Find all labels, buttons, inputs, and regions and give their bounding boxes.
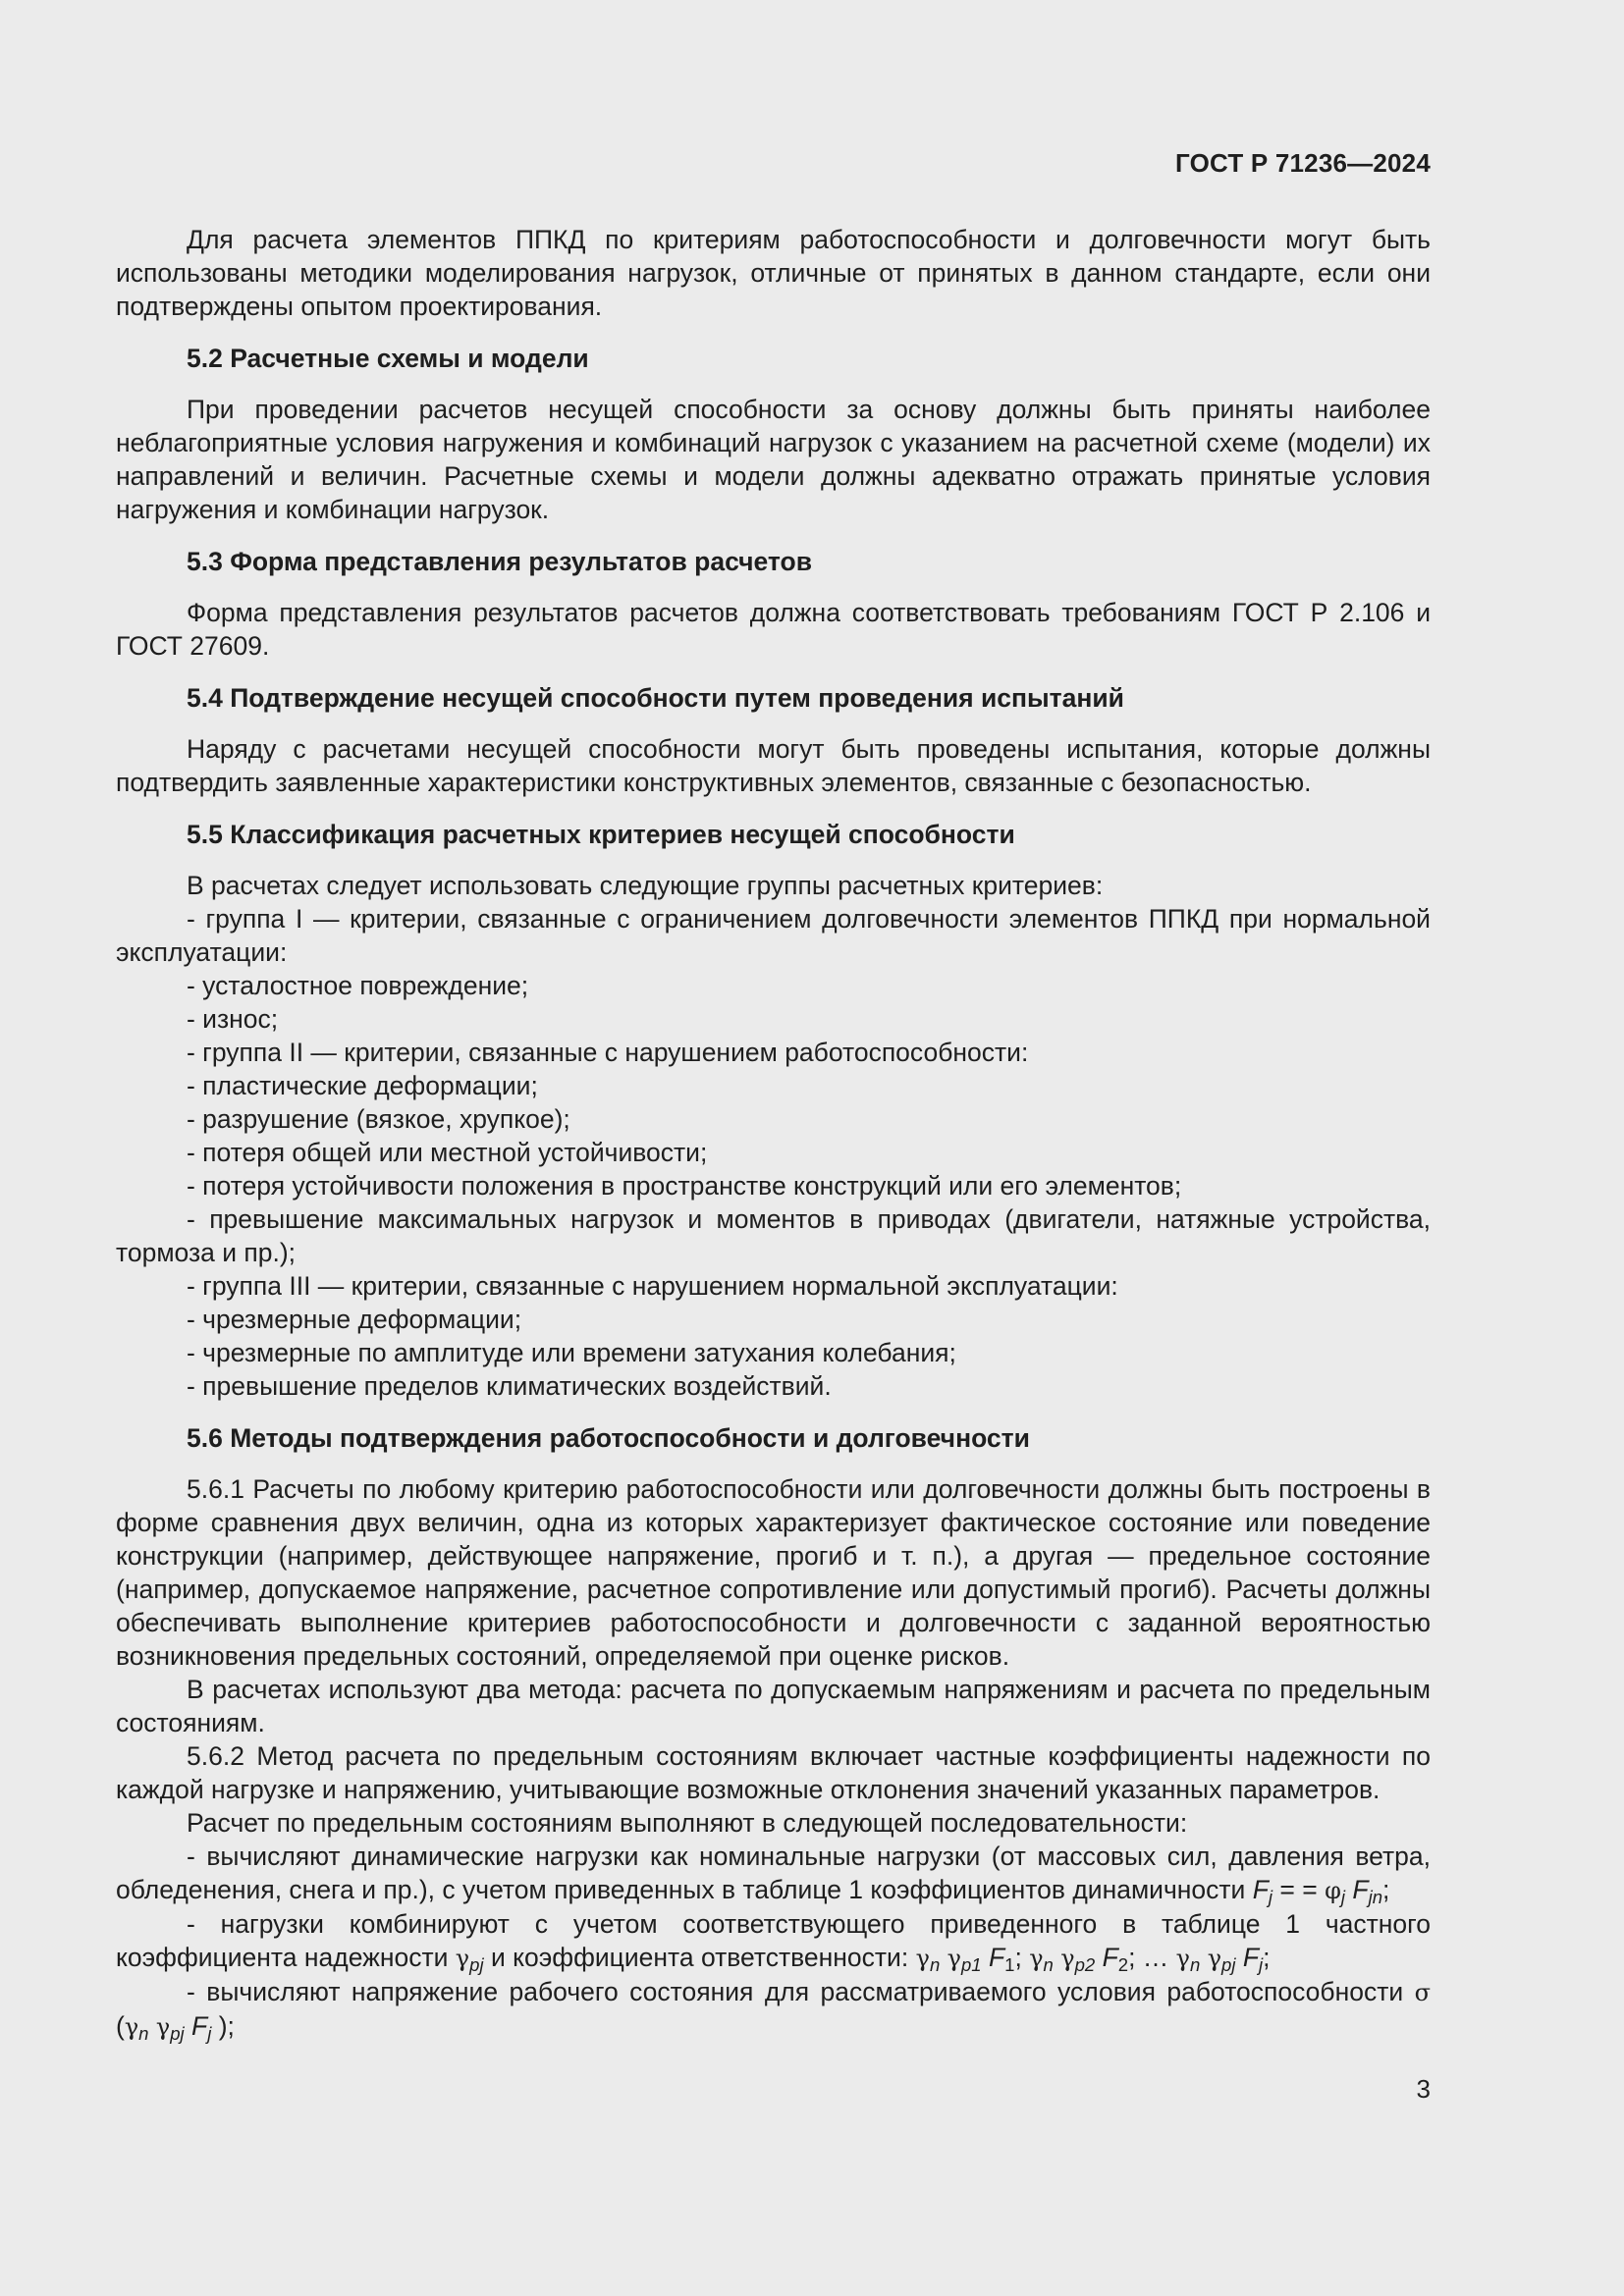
formula-bullet-dynamic-loads: - вычисляют динамические нагрузки как номинальные нагрузки (от массовых сил, давления ветра, обледенения, снега и пр.), с учетом приведенных в таблице 1 коэффициентов динамичности $F_j$ = = $\varphi_j$ $F_{jn}$; [116,1842,1431,1907]
formula-bullet-load-combination: - нагрузки комбинируют с учетом соответствующего приведенного в таблице 1 частного коэффициента надежности $\gamma_{pj}$ и коэффициента ответственности: $\gamma_n$ $\gamma_{p1}$ $F_1$; $\gamma_n$ $\gamma_{p2}$ $F_2$; … $\gamma_n$ $\gamma_{pj}$ $F_j$; [116,1909,1431,1975]
bullet-text: - нагрузки комбинируют с учетом соответствующего приведенного в таблице 1 частного коэффициента надежности [116,1909,1431,1972]
section-5-6-sequence-lead: Расчет по предельным состояниям выполняют в следующей последовательности: [187,1808,1188,1838]
section-5-6-heading: 5.6 Методы подтверждения работоспособности и долговечности [187,1423,1030,1453]
intro-paragraph: Для расчета элементов ППКД по критериям работоспособности и долговечности могут быть использованы методики моделирования нагрузок, отличные от принятых в данном стандарте, если они подтверждены опытом проектирования. [116,225,1431,321]
list-item: - превышение пределов климатических воздействий. [187,1371,832,1401]
list-item: - группа II — критерии, связанные с нарушением работоспособности: [187,1038,1029,1067]
section-5-6-methods-text: В расчетах используют два метода: расчета по допускаемым напряжениям и расчета по предельным состояниям. [116,1675,1431,1737]
formula-fj: $F_j$ [1252,1875,1273,1907]
section-5-4-heading: 5.4 Подтверждение несущей способности путем проведения испытаний [187,683,1124,713]
formula-bullet-stress: - вычисляют напряжение рабочего состояния для рассматриваемого условия работоспособности σ ($\gamma_n$ $\gamma_{pj}$ $F_j$ ); [116,1977,1431,2044]
bullet-text-mid: и коэффициента ответственности: [490,1943,909,1972]
list-item: - чрезмерные по амплитуде или времени затухания колебания; [187,1338,956,1367]
list-item: - разрушение (вязкое, хрупкое); [187,1104,570,1134]
document-body [116,223,1431,2044]
section-5-3-text: Форма представления результатов расчетов должна соответствовать требованиям ГОСТ Р 2.106 и ГОСТ 27609. [116,598,1431,661]
list-item: - износ; [187,1004,279,1034]
section-5-6-2-text: 5.6.2 Метод расчета по предельным состояниям включает частные коэффициенты надежности по каждой нагрузке и напряжению, учитывающие возможные отклонения значений указанных параметров. [116,1741,1431,1804]
bullet-text: - вычисляют напряжение рабочего состояния для рассматриваемого условия работоспособности [187,1977,1404,2006]
section-5-4-text: Наряду с расчетами несущей способности могут быть проведены испытания, которые должны подтвердить заявленные характеристики конструктивных элементов, связанные с безопасностью. [116,734,1431,797]
list-item: - превышение максимальных нагрузок и моментов в приводах (двигатели, натяжные устройства, тормоза и пр.); [116,1204,1431,1267]
section-5-5-lead: В расчетах следует использовать следующие группы расчетных критериев: [187,871,1104,900]
bullet-text: - вычисляют динамические нагрузки как номинальные нагрузки (от массовых сил, давления ветра, обледенения, снега и пр.), с учетом приведенных в таблице 1 коэффициентов динамичности [116,1842,1431,1904]
list-item: - пластические деформации; [187,1071,538,1100]
list-item: - группа III — критерии, связанные с нарушением нормальной эксплуатации: [187,1271,1118,1301]
list-item: - группа I — критерии, связанные с ограничением долговечности элементов ППКД при нормальной эксплуатации: [116,904,1431,967]
section-5-3-heading: 5.3 Форма представления результатов расчетов [187,547,813,576]
document-number: ГОСТ Р 71236—2024 [1175,148,1431,178]
section-5-6-1-text: 5.6.1 Расчеты по любому критерию работоспособности или долговечности должны быть построены в форме сравнения двух величин, одна из которых характеризует фактическое состояние или поведение конструкции (например, действующее напряжение, прогиб и т. п.), а другая — предельное состояние (например, допускаемое напряжение, расчетное сопротивление или допустимый прогиб). Расчеты должны обеспечивать выполнение критериев работоспособности и долговечности с заданной вероятностью возникновения предельных состояний, определяемой при оценке рисков. [116,1474,1431,1671]
section-5-2-text: При проведении расчетов несущей способности за основу должны быть приняты наиболее неблагоприятные условия нагружения и комбинаций нагрузок с указанием на расчетной схеме (модели) их направлений и величин. Расчетные схемы и модели должны адекватно отражать принятые условия нагружения и комбинации нагрузок. [116,395,1431,524]
list-item: - потеря устойчивости положения в пространстве конструкций или его элементов; [187,1171,1182,1201]
list-item: - чрезмерные деформации; [187,1305,522,1334]
list-item: - потеря общей или местной устойчивости; [187,1138,708,1167]
list-item: - усталостное повреждение; [187,971,529,1000]
section-5-2-heading: 5.2 Расчетные схемы и модели [187,344,589,373]
page-number: 3 [1416,2074,1431,2104]
section-5-5-heading: 5.5 Классификация расчетных критериев несущей способности [187,820,1015,849]
